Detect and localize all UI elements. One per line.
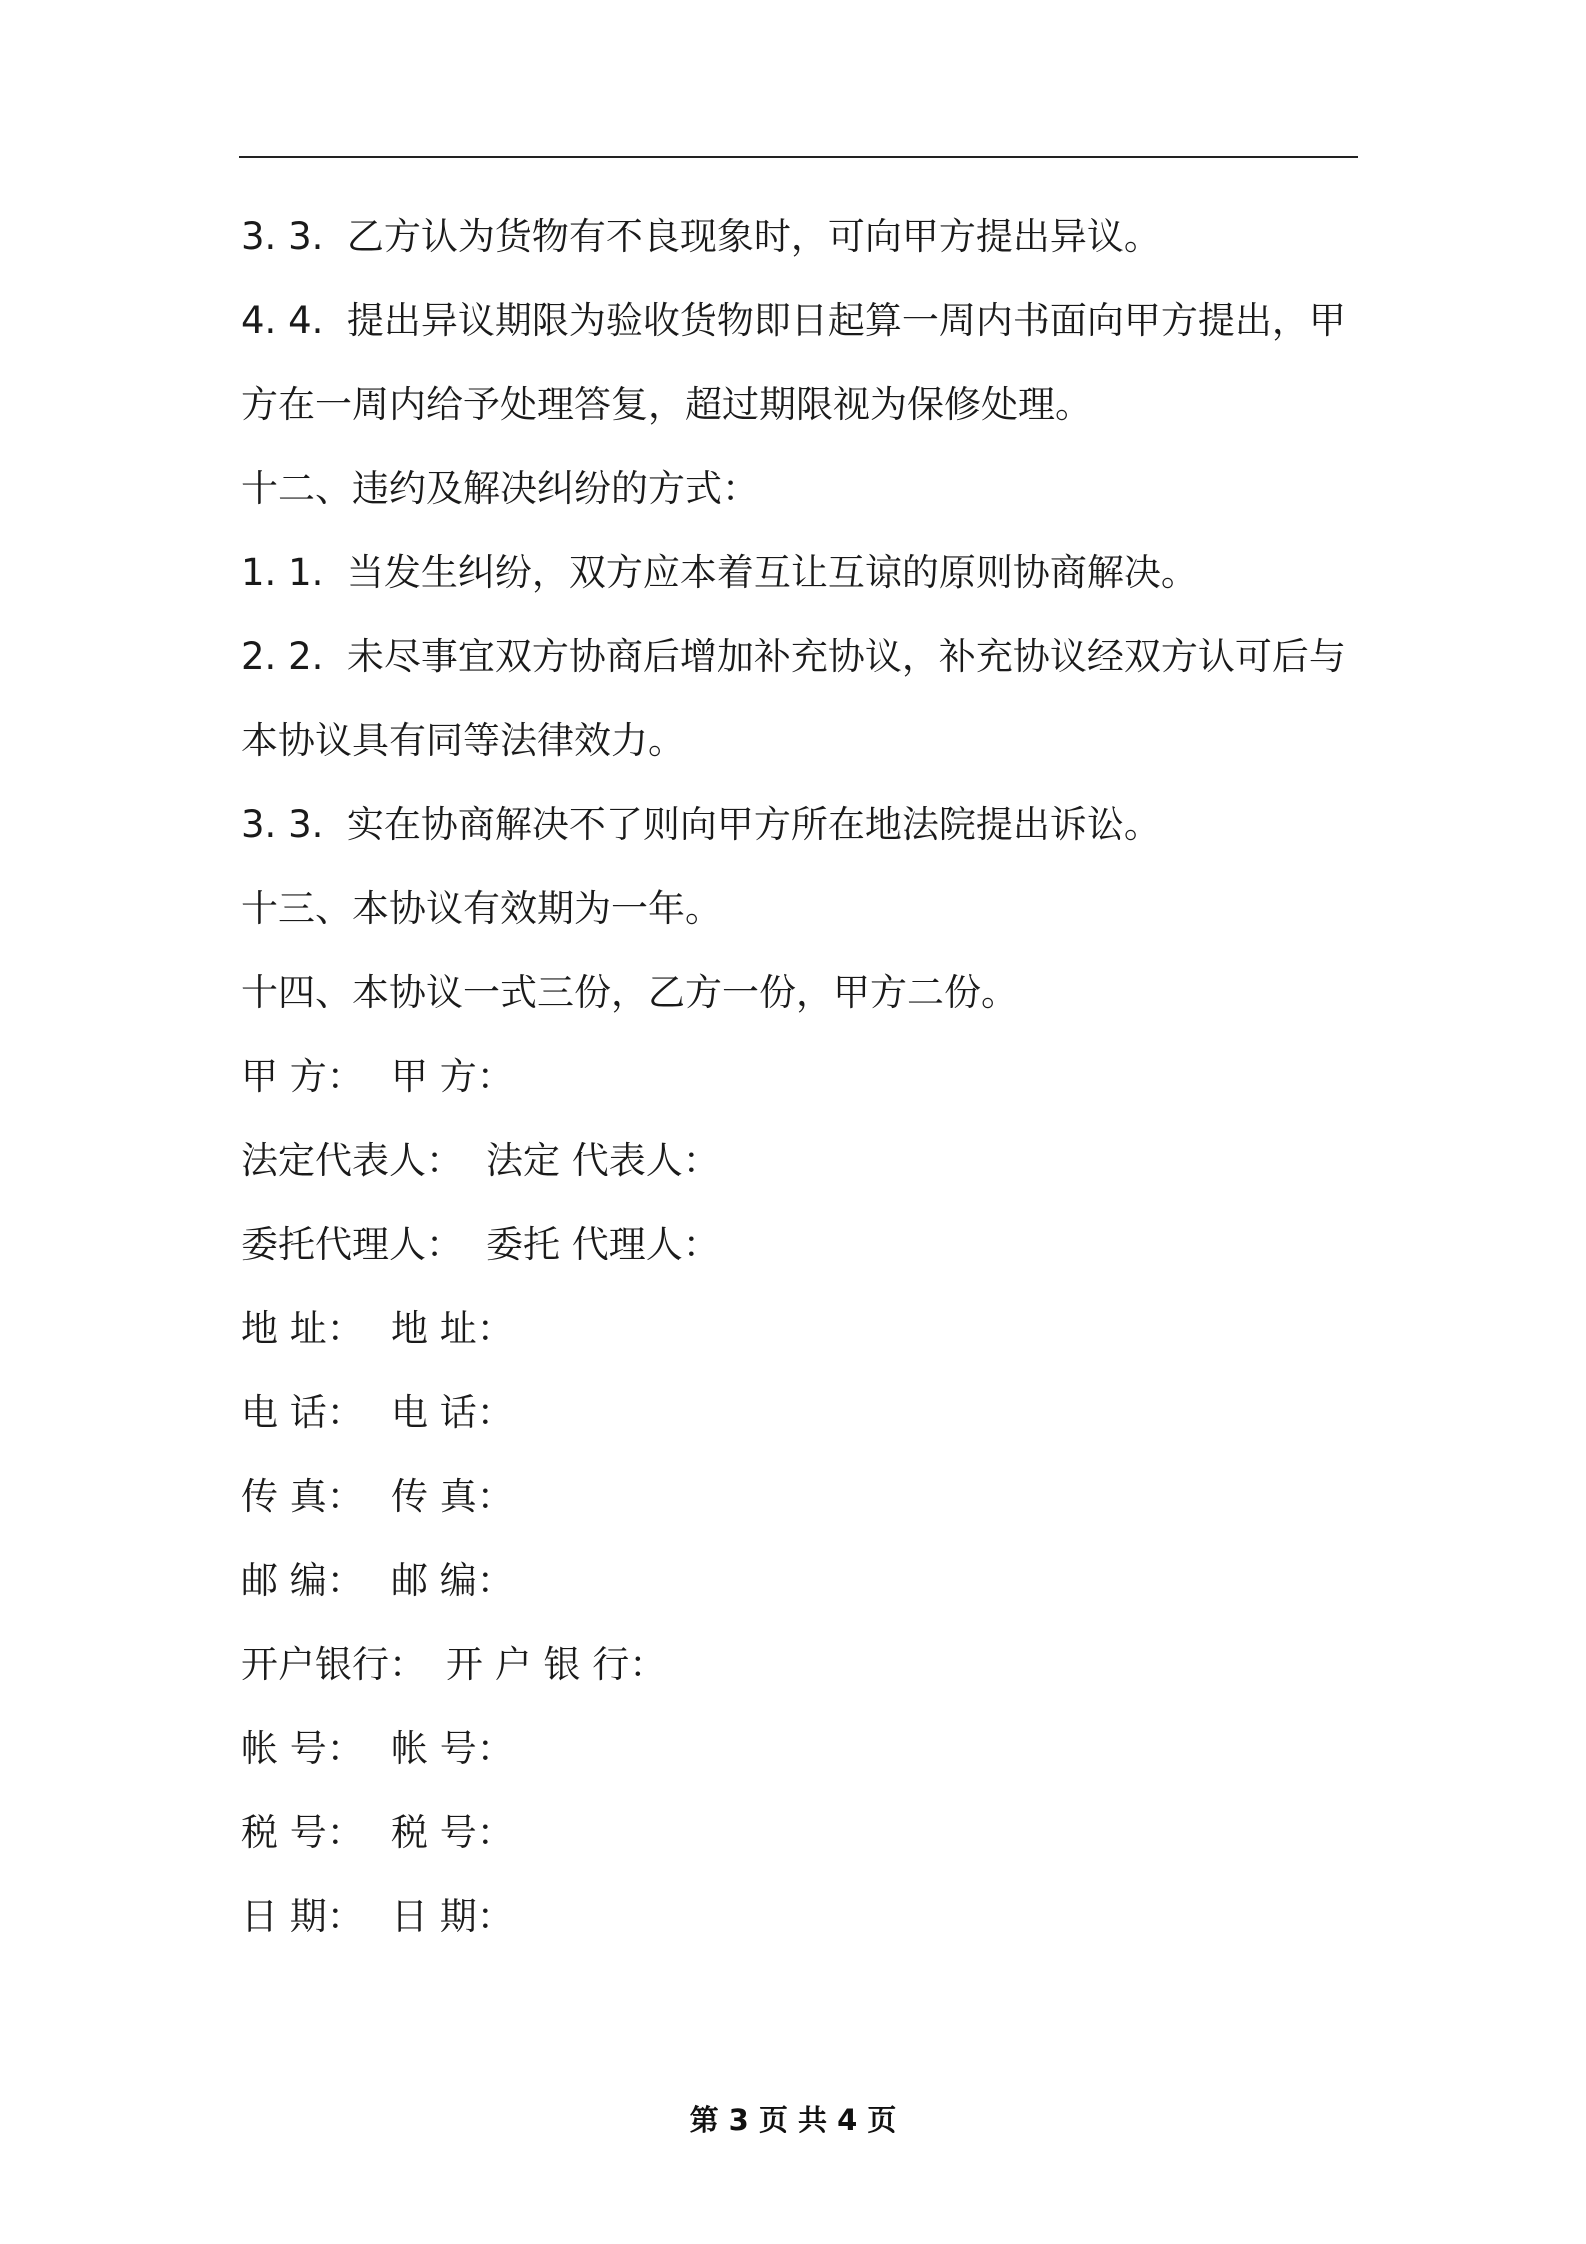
signature-row-account xyxy=(241,1707,1361,1791)
signature-row-party xyxy=(241,1035,1361,1119)
signature-row-address xyxy=(241,1287,1361,1371)
signature-label-right: 帐 号： xyxy=(391,1727,514,1770)
signature-label-left: 法定代表人： xyxy=(241,1139,463,1182)
signature-label-right: 甲 方： xyxy=(391,1055,514,1098)
clause-2-2-continued: 本协议具有同等法律效力。 xyxy=(241,719,685,762)
signature-label-right: 开 户 银 行： xyxy=(446,1643,667,1686)
signature-row-bank xyxy=(241,1623,1361,1707)
signature-label-right: 传 真： xyxy=(391,1475,514,1518)
signature-row-agent xyxy=(241,1203,1361,1287)
signature-label-right: 邮 编： xyxy=(391,1559,514,1602)
clause-4-4-objection-period: 4. 4. 提出异议期限为验收货物即日起算一周内书面向甲方提出，甲 xyxy=(241,299,1346,342)
clause-1-1-dispute: 1. 1. 当发生纠纷，双方应本着互让互谅的原则协商解决。 xyxy=(241,551,1198,594)
signature-label-left: 甲 方： xyxy=(241,1055,364,1098)
clause-2-2-supplement: 2. 2. 未尽事宜双方协商后增加补充协议，补充协议经双方认可后与 xyxy=(241,635,1346,678)
section-14-copies: 十四、本协议一式三份，乙方一份，甲方二份。 xyxy=(241,971,1018,1014)
signature-label-left: 地 址： xyxy=(241,1307,364,1350)
signature-row-phone xyxy=(241,1371,1361,1455)
signature-label-left: 邮 编： xyxy=(241,1559,364,1602)
header-rule xyxy=(239,156,1358,158)
document-body xyxy=(241,195,1361,1959)
signature-label-left: 开户银行： xyxy=(241,1643,426,1686)
clause-4-4-continued: 方在一周内给予处理答复，超过期限视为保修处理。 xyxy=(241,383,1092,426)
signature-row-date xyxy=(241,1875,1361,1959)
signature-label-left: 帐 号： xyxy=(241,1727,364,1770)
signature-label-right: 法定 代表人： xyxy=(486,1139,720,1182)
signature-label-left: 传 真： xyxy=(241,1475,364,1518)
signature-row-tax-id xyxy=(241,1791,1361,1875)
section-13-validity: 十三、本协议有效期为一年。 xyxy=(241,887,722,930)
signature-label-right: 委托 代理人： xyxy=(486,1223,720,1266)
section-12-heading: 十二、违约及解决纠纷的方式： xyxy=(241,467,759,510)
signature-row-fax xyxy=(241,1455,1361,1539)
signature-label-left: 电 话： xyxy=(241,1391,364,1434)
signature-label-right: 税 号： xyxy=(391,1811,514,1854)
clause-3-3-objection: 3. 3. 乙方认为货物有不良现象时，可向甲方提出异议。 xyxy=(241,215,1161,258)
signature-row-legal-rep xyxy=(241,1119,1361,1203)
signature-label-left: 委托代理人： xyxy=(241,1223,463,1266)
signature-label-right: 日 期： xyxy=(391,1895,514,1938)
clause-3-3-litigation: 3. 3. 实在协商解决不了则向甲方所在地法院提出诉讼。 xyxy=(241,803,1161,846)
page-number: 第 3 页 共 4 页 xyxy=(689,2103,897,2137)
signature-row-postcode xyxy=(241,1539,1361,1623)
signature-label-left: 日 期： xyxy=(241,1895,364,1938)
signature-label-left: 税 号： xyxy=(241,1811,364,1854)
signature-label-right: 地 址： xyxy=(391,1307,514,1350)
signature-label-right: 电 话： xyxy=(391,1391,514,1434)
